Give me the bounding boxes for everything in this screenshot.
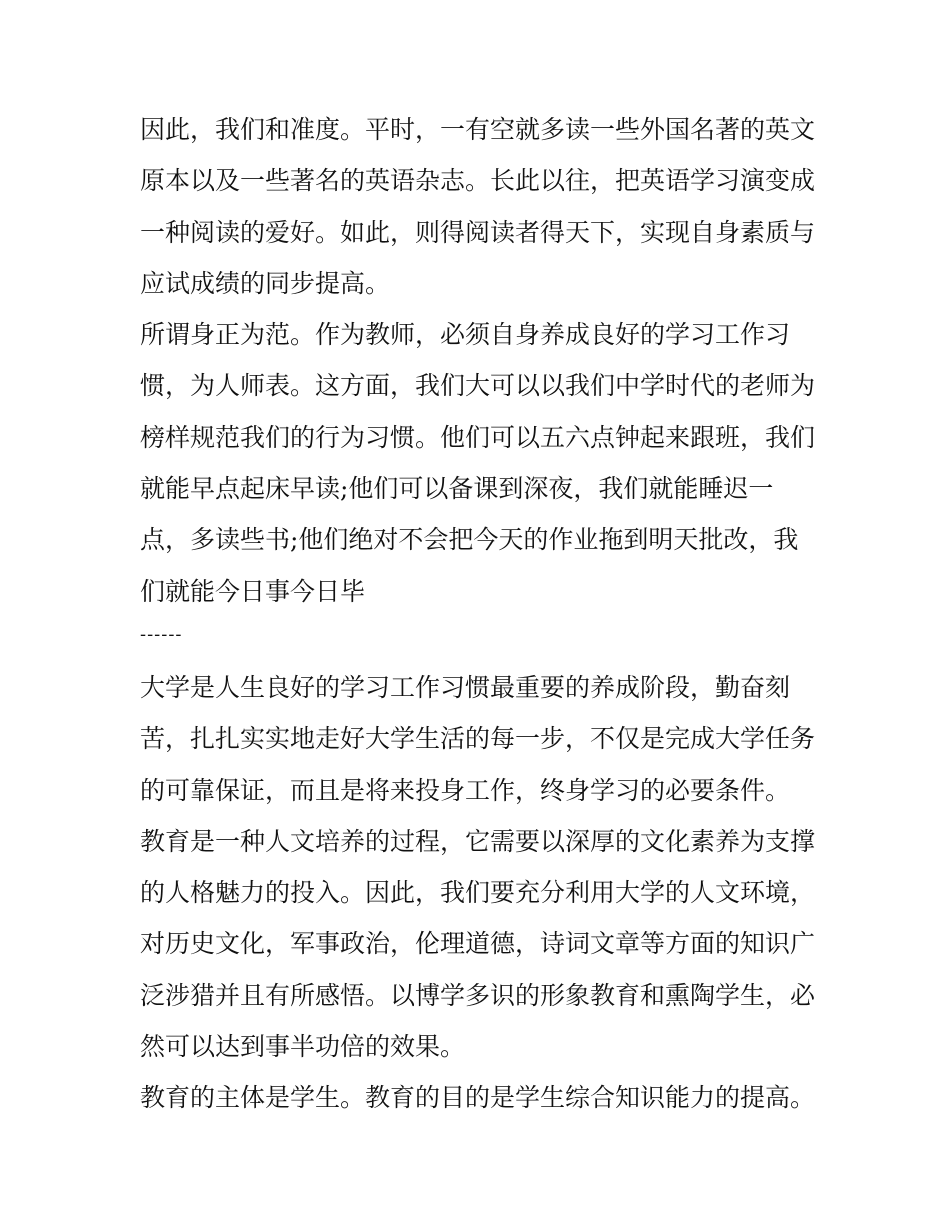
paragraph-3	[140, 662, 830, 816]
text-line: 的人格魅力的投入。因此，我们要充分利用大学的人文环境，	[140, 878, 816, 908]
text-line: 一种阅读的爱好。如此，则得阅读者得天下，实现自身素质与	[140, 217, 816, 247]
text-line: 的可靠保证，而且是将来投身工作，终身学习的必要条件。	[140, 775, 791, 805]
text-line: 应试成绩的同步提高。	[140, 268, 391, 298]
text-line: 点，多读些书;他们绝对不会把今天的作业拖到明天批改，我	[140, 525, 799, 555]
paragraph-1	[140, 104, 830, 309]
text-line: 所谓身正为范。作为教师，必须自身养成良好的学习工作习	[140, 320, 791, 350]
text-line: 对历史文化，军事政治，伦理道德，诗词文章等方面的知识广	[140, 929, 816, 959]
paragraph-5	[140, 1072, 830, 1123]
text-line: 因此，我们和准度。平时，一有空就多读一些外国名著的英文	[140, 115, 816, 144]
text-line: 教育的主体是学生。教育的目的是学生综合知识能力的提高。	[140, 1083, 816, 1113]
paragraph-4	[140, 816, 830, 1072]
text-line: 教育是一种人文培养的过程，它需要以深厚的文化素养为支撑	[140, 826, 816, 856]
text-line: 然可以达到事半功倍的效果。	[140, 1032, 466, 1062]
text-line: 苦，扎扎实实地走好大学生活的每一步，不仅是完成大学任务	[140, 724, 816, 754]
text-line: 榜样规范我们的行为习惯。他们可以五六点钟起来跟班，我们	[140, 422, 816, 452]
document-page	[140, 104, 830, 1124]
text-line: 大学是人生良好的学习工作习惯最重要的养成阶段，勤奋刻	[140, 672, 791, 702]
paragraph-2	[140, 309, 830, 617]
text-line: 就能早点起床早读;他们可以备课到深夜，我们就能睡迟一	[140, 474, 774, 504]
text-line: 们就能今日事今日毕	[140, 576, 366, 606]
section-separator: ------	[140, 623, 183, 645]
text-line: 惯，为人师表。这方面，我们大可以以我们中学时代的老师为	[140, 371, 816, 401]
text-line: 原本以及一些著名的英语杂志。长此以往，把英语学习演变成	[140, 166, 816, 196]
text-line: 泛涉猎并且有所感悟。以博学多识的形象教育和熏陶学生，必	[140, 980, 816, 1010]
